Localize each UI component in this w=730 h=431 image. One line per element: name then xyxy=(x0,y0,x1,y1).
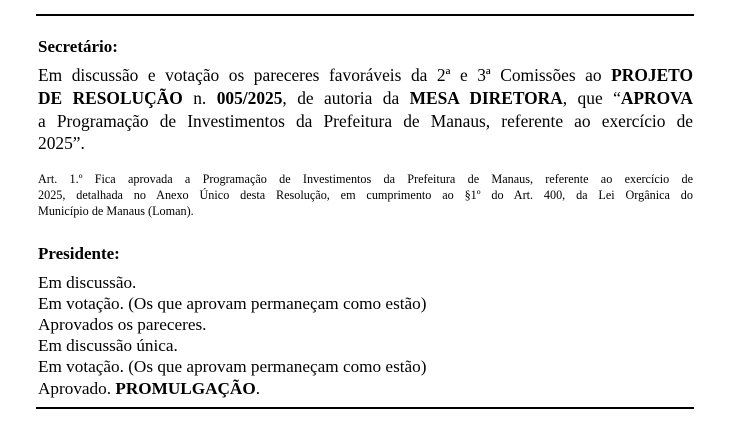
text: , de autoria da xyxy=(282,88,410,108)
article-line-2: 2025, detalhada no Anexo Único desta Resolução, em cumprimento ao §1º do Art. 400, da Lei Orgânica do xyxy=(38,188,693,202)
secretario-line-3: a Programação de Investimentos da Prefeitura de Manaus, referente ao exercício de xyxy=(38,111,693,131)
secretario-line-2 xyxy=(38,88,693,109)
text: . xyxy=(255,379,260,398)
presidente-line: Em votação. (Os que aprovam permaneçam como estão) xyxy=(38,357,427,376)
text-bold: PROJETO xyxy=(611,65,693,85)
text-bold: DE RESOLUÇÃO xyxy=(38,88,183,108)
presidente-heading: Presidente: xyxy=(38,244,120,263)
article-line-3: Município de Manaus (Loman). xyxy=(38,204,194,218)
presidente-line: Em discussão única. xyxy=(38,336,178,355)
presidente-line: Aprovados os pareceres. xyxy=(38,315,207,334)
text: , que “ xyxy=(562,88,621,108)
presidente-line: Em discussão. xyxy=(38,273,137,292)
presidente-line-final xyxy=(38,379,260,399)
text: Em discussão e votação os pareceres favoráveis da 2ª e 3ª Comissões ao xyxy=(38,65,602,85)
secretario-line-1 xyxy=(38,65,693,86)
bottom-divider xyxy=(36,407,694,409)
text-bold: MESA DIRETORA xyxy=(409,88,563,108)
text: Aprovado. xyxy=(38,379,116,398)
text-bold: APROVA xyxy=(620,88,693,108)
secretario-line-4: 2025”. xyxy=(38,133,85,153)
top-divider xyxy=(36,14,694,16)
secretario-heading: Secretário: xyxy=(38,37,118,56)
text-bold: PROMULGAÇÃO xyxy=(115,379,256,398)
presidente-line: Em votação. (Os que aprovam permaneçam como estão) xyxy=(38,294,427,313)
text-bold: 005/2025 xyxy=(216,88,283,108)
article-line-1: Art. 1.º Fica aprovada a Programação de Investimentos da Prefeitura de Manaus, referente ao exercício de xyxy=(38,172,693,186)
text: n. xyxy=(182,88,217,108)
